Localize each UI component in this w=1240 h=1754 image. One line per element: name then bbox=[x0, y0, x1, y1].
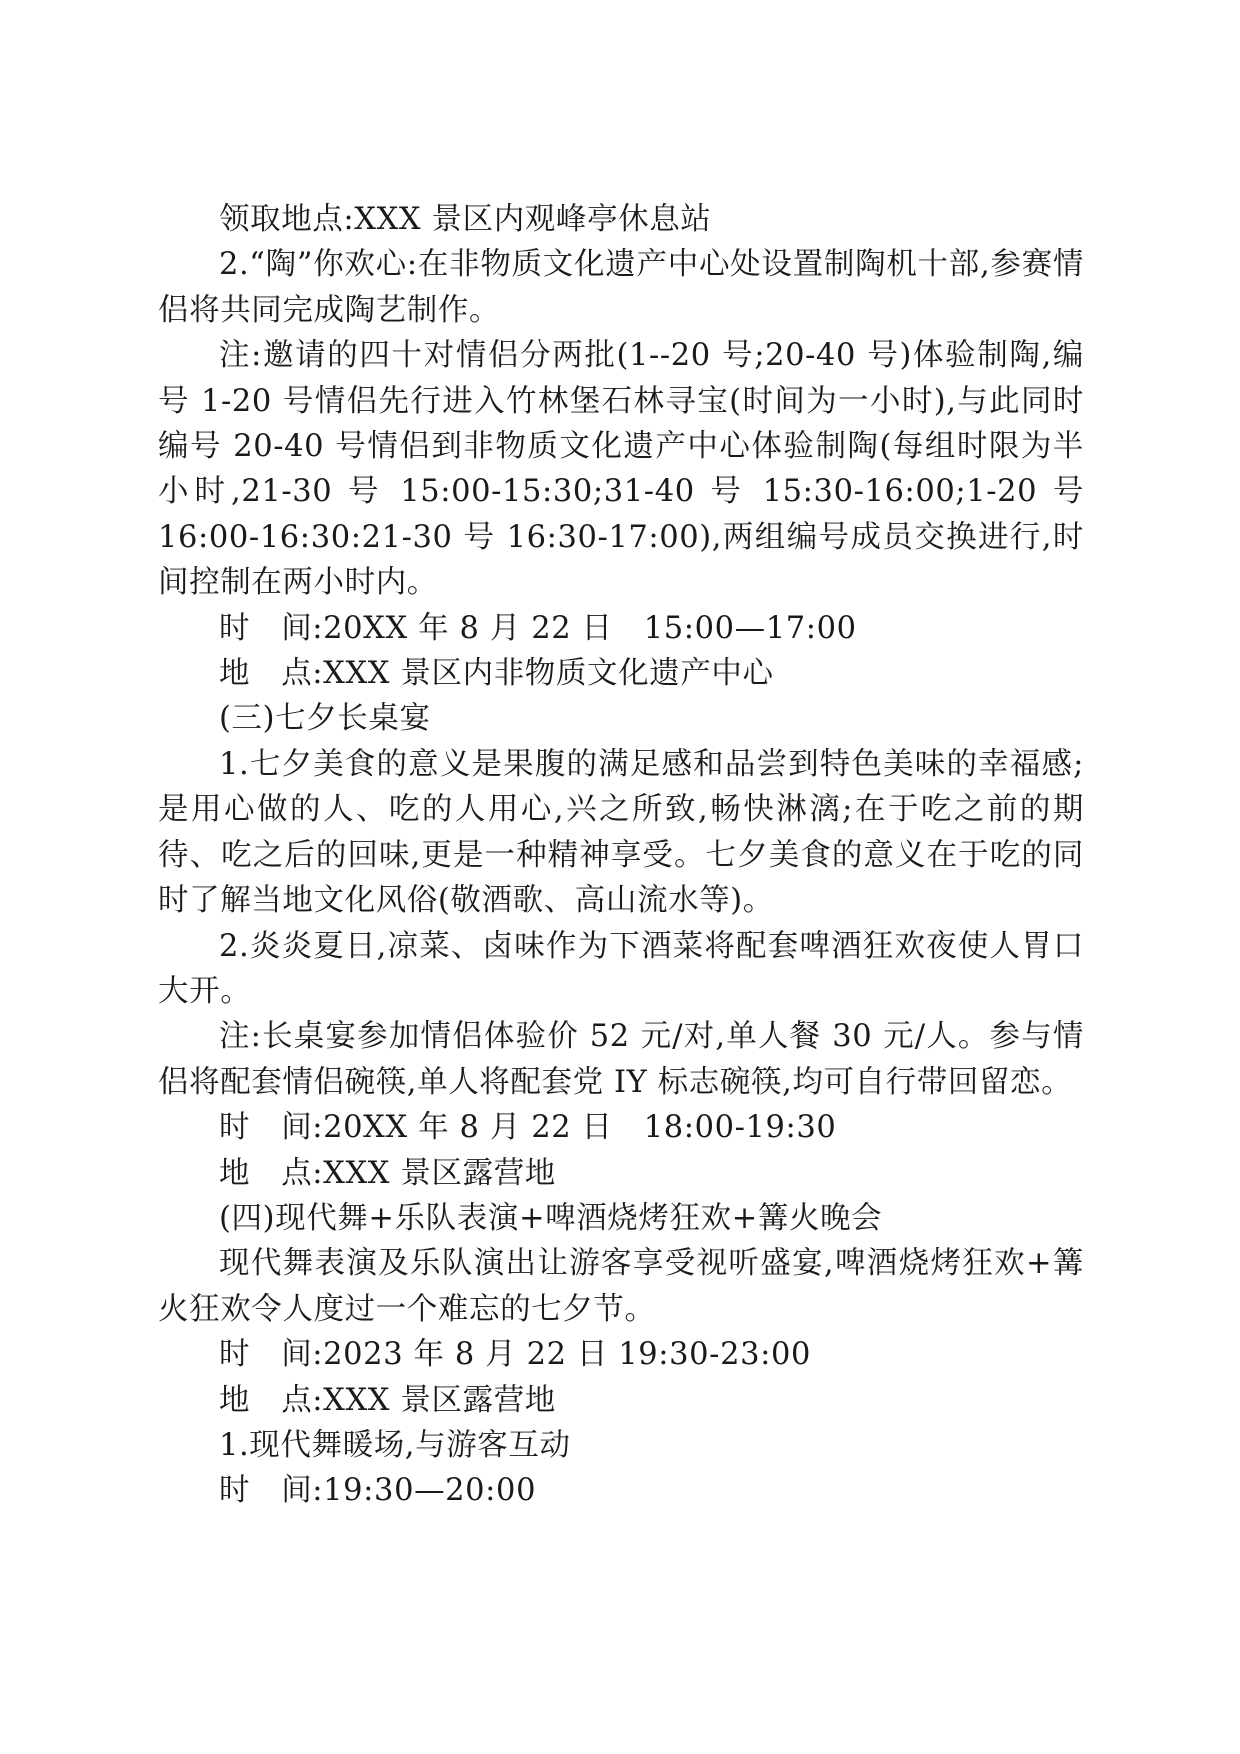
section-heading-banquet: (三)七夕长桌宴 bbox=[219, 701, 431, 737]
document-page bbox=[158, 197, 1084, 1514]
banquet-price-note: 注:长桌宴参加情侣体验价 52 元/对,单人餐 30 元/人。参与情侣将配套情侣碗筷,单人将配套党 IY 标志碗筷,均可自行带回留恋。 bbox=[158, 1019, 1084, 1100]
section-heading-evening-show: (四)现代舞+乐队表演+啤酒烧烤狂欢+篝火晚会 bbox=[219, 1200, 883, 1236]
banquet-summer-paragraph: 2.炎炎夏日,凉菜、卤味作为下酒菜将配套啤酒狂欢夜使人胃口大开。 bbox=[158, 928, 1084, 1009]
pottery-activity-paragraph: 2.“陶”你欢心:在非物质文化遗产中心处设置制陶机十部,参赛情侣将共同完成陶艺制作。 bbox=[158, 247, 1084, 328]
banquet-meaning-paragraph: 1.七夕美食的意义是果腹的满足感和品尝到特色美味的幸福感;是用心做的人、吃的人用心,兴之所致,畅快淋漓;在于吃之前的期待、吃之后的回味,更是一种精神享受。七夕美食的意义在于吃的同时了解当地文化风俗(敬酒歌、高山流水等)。 bbox=[158, 746, 1084, 919]
pottery-time-line: 时 间:20XX 年 8 月 22 日 15:00—17:00 bbox=[219, 610, 857, 646]
evening-location-line: 地 点:XXX 景区露营地 bbox=[219, 1382, 556, 1418]
dance-warmup-item: 1.现代舞暖场,与游客互动 bbox=[219, 1427, 571, 1463]
banquet-time-line: 时 间:20XX 年 8 月 22 日 18:00-19:30 bbox=[219, 1110, 837, 1146]
pottery-location-line: 地 点:XXX 景区内非物质文化遗产中心 bbox=[219, 656, 774, 692]
banquet-location-line: 地 点:XXX 景区露营地 bbox=[219, 1155, 556, 1191]
pickup-location-line: 领取地点:XXX 景区内观峰亭休息站 bbox=[219, 202, 712, 237]
evening-time-line: 时 间:2023 年 8 月 22 日 19:30-23:00 bbox=[219, 1337, 811, 1373]
pottery-schedule-note: 注:邀请的四十对情侣分两批(1--20 号;20-40 号)体验制陶,编号 1-20 号情侣先行进入竹林堡石林寻宝(时间为一小时),与此同时编号 20-40 号情侣到非物质文化遗产中心体验制陶(每组时限为半小时,21-30 号 15:00-15:30;31-40 号 15:30-16:00;1-20 号 16:00-16:30:21-30 号 16:30-17:00),两组编号成员交换进行,时间控制在两小时内。 bbox=[158, 338, 1084, 601]
evening-show-paragraph: 现代舞表演及乐队演出让游客享受视听盛宴,啤酒烧烤狂欢+篝火狂欢令人度过一个难忘的七夕节。 bbox=[158, 1246, 1084, 1327]
dance-warmup-time-line: 时 间:19:30—20:00 bbox=[219, 1473, 537, 1509]
